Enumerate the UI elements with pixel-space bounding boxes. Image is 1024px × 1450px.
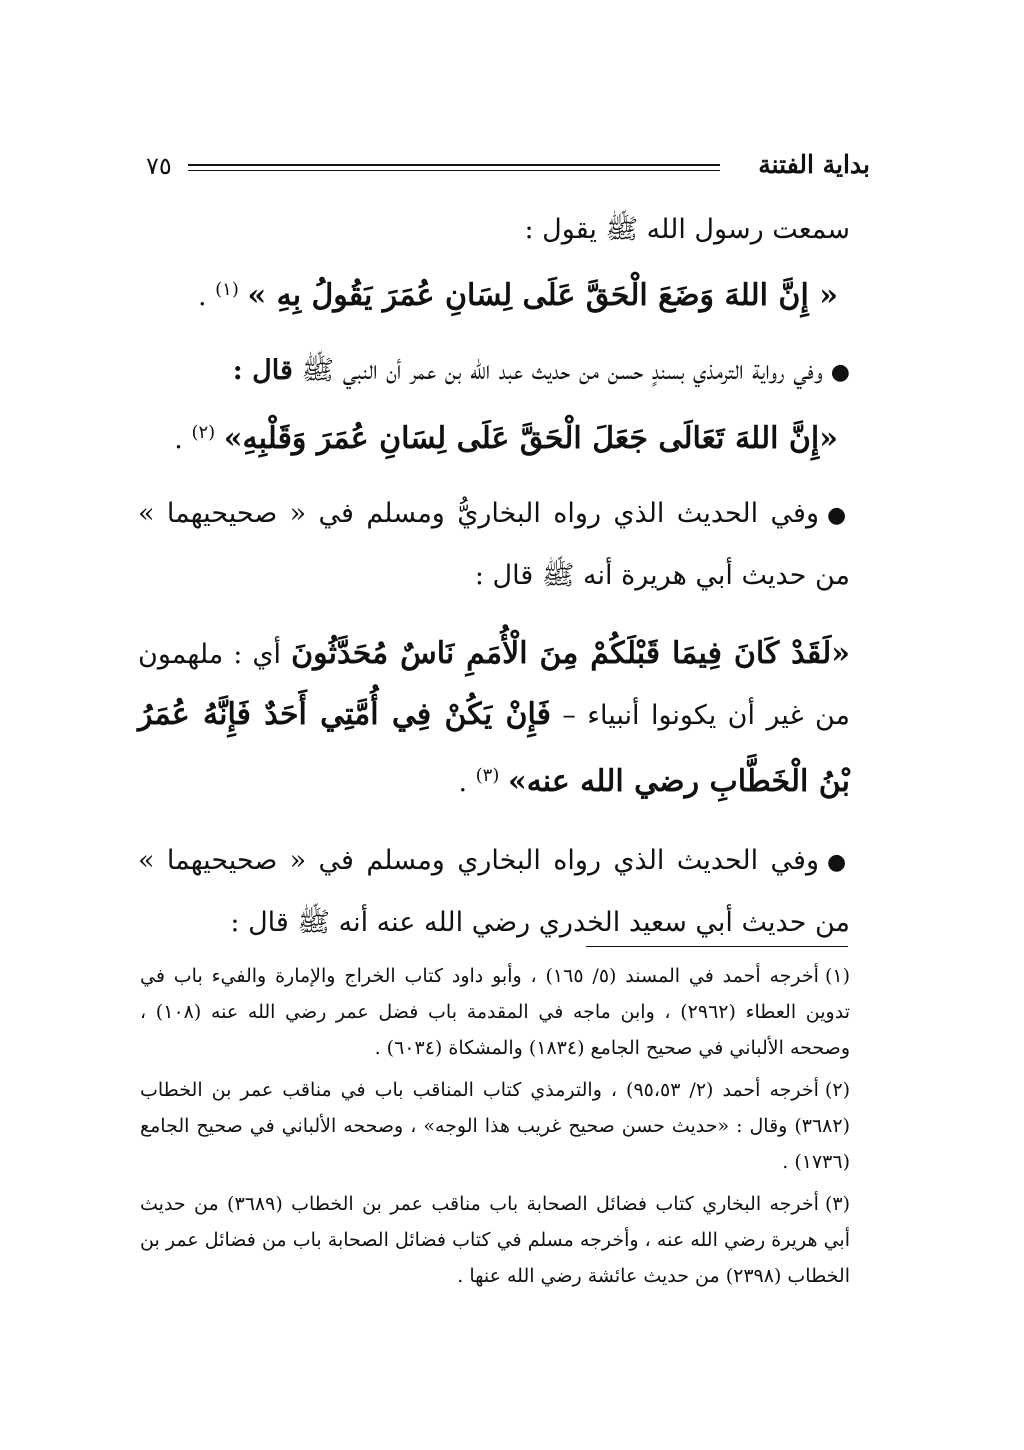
intro-line [138, 200, 850, 260]
footnote-3-text: أخرجه البخاري كتاب فضائل الصحابة باب مناقب عمر بن الخطاب (٣٦٨٩) من حديث أبي هريرة رضي الله عنه ، وأخرجه مسلم في كتاب فضائل الصحابة باب من فضائل عمر بن الخطاب (٢٣٩٨) من حديث عائشة رضي الله عنها . [140, 1193, 850, 1287]
footnote-1-text: أخرجه أحمد في المسند (٥/ ١٦٥) ، وأبو داود كتاب الخراج والإمارة والفيء باب في تدوين العطاء (٢٩٦٢) ، وابن ماجه في المقدمة باب فضل عمر رضي الله عنه (١٠٨) ، وصححه الألباني في صحيح الجامع (١٨٣٤) والمشكاة (٦٠٣٤) . [140, 965, 850, 1059]
footnote-separator [586, 946, 848, 947]
footnote-3 [140, 1186, 850, 1294]
footnote-ref-3: (٣) [475, 765, 500, 786]
footnotes [140, 958, 850, 1300]
footnote-ref-2: (٢) [191, 422, 216, 443]
running-title: بداية الفتنة [758, 150, 870, 179]
footnote-2-number: (٢) [824, 1079, 850, 1101]
paragraph-tirmidhi [138, 341, 850, 403]
footnote-2 [140, 1072, 850, 1180]
paragraph-bukhari-1-text: وفي الحديث الذي رواه البخاريُّ ومسلم في « صحيحيهما » من حديث أبي هريرة أنه ﷺ قال : [138, 498, 850, 591]
footnote-1 [140, 958, 850, 1066]
hadith-quote-2-text: «إِنَّ اللهَ تَعَالَى جَعَلَ الْحَقَّ عَلَى لِسَانِ عُمَرَ وَقَلْبِهِ» [223, 421, 838, 456]
footnote-ref-1: (١) [215, 279, 239, 300]
hadith-quote-3-part-1: «لَقَدْ كَانَ فِيمَا قَبْلَكُمْ مِنَ الْأُمَمِ نَاسٌ مُحَدَّثُونَ [291, 636, 850, 671]
intro-line-text: سمعت رسول الله ﷺ يقول : [524, 214, 850, 245]
hadith-quote-2: «إِنَّ اللهَ تَعَالَى جَعَلَ الْحَقَّ عَلَى لِسَانِ عُمَرَ وَقَلْبِهِ» $^{(٢)}$ . [174, 421, 838, 456]
page-header [140, 148, 870, 188]
bullet-icon: ● [827, 503, 850, 528]
footnote-3-number: (٣) [824, 1193, 851, 1215]
paragraph-tirmidhi-qal: قال : [232, 355, 293, 386]
header-rule [188, 164, 720, 171]
hadith-quote-3-part-2: فَإِنْ يَكُنْ فِي أُمَّتِي أَحَدٌ فَإِنَّهُ عُمَرُ بْنُ الْخَطَّابِ رضي الله عنه» [138, 697, 850, 799]
hadith-quote-1: « إِنَّ اللهَ وَضَعَ الْحَقَّ عَلَى لِسَانِ عُمَرَ يَقُولُ بِهِ » $^{(١)}$ . [197, 278, 838, 313]
main-text [138, 200, 850, 953]
paragraph-bukhari-2-text: وفي الحديث الذي رواه البخاري ومسلم في « صحيحيهما » من حديث أبي سعيد الخدري رضي الله عنه أنه ﷺ قال : [138, 845, 850, 938]
footnote-1-number: (١) [824, 965, 850, 987]
hadith-quote-3: «لَقَدْ كَانَ فِيمَا قَبْلَكُمْ مِنَ الْأُمَمِ نَاسٌ مُحَدَّثُونَ أي : ملهمون من غير أن يكونوا أنبياء – فَإِنْ يَكُنْ فِي أُمَّتِي أَحَدٌ فَإِنَّهُ عُمَرُ بْنُ الْخَطَّابِ رضي الله عنه» $^{(٣)}$ . [138, 636, 850, 799]
hadith-quote-1-text: « إِنَّ اللهَ وَضَعَ الْحَقَّ عَلَى لِسَانِ عُمَرَ يَقُولُ بِهِ » [247, 278, 838, 313]
paragraph-bukhari-1 [138, 484, 850, 606]
bullet-icon: ● [830, 360, 850, 385]
paragraph-tirmidhi-text: وفي رواية الترمذي بسندٍ حسن من حديث عبد الله بن عمر أن النبي ﷺ [301, 355, 823, 386]
hadith-quote-3-gloss: أي : ملهمون من غير أن يكونوا أنبياء – [138, 639, 850, 731]
footnote-2-text: أخرجه أحمد (٢/ ٩٥،٥٣) ، والترمذي كتاب المناقب باب في مناقب عمر بن الخطاب (٣٦٨٢) وقال : «حديث حسن صحيح غريب هذا الوجه» ، وصححه الألباني في صحيح الجامع (١٧٣٦) . [140, 1079, 850, 1173]
bullet-icon: ● [827, 850, 850, 875]
paragraph-bukhari-2 [138, 831, 850, 953]
page-number: ٧٥ [146, 152, 172, 180]
